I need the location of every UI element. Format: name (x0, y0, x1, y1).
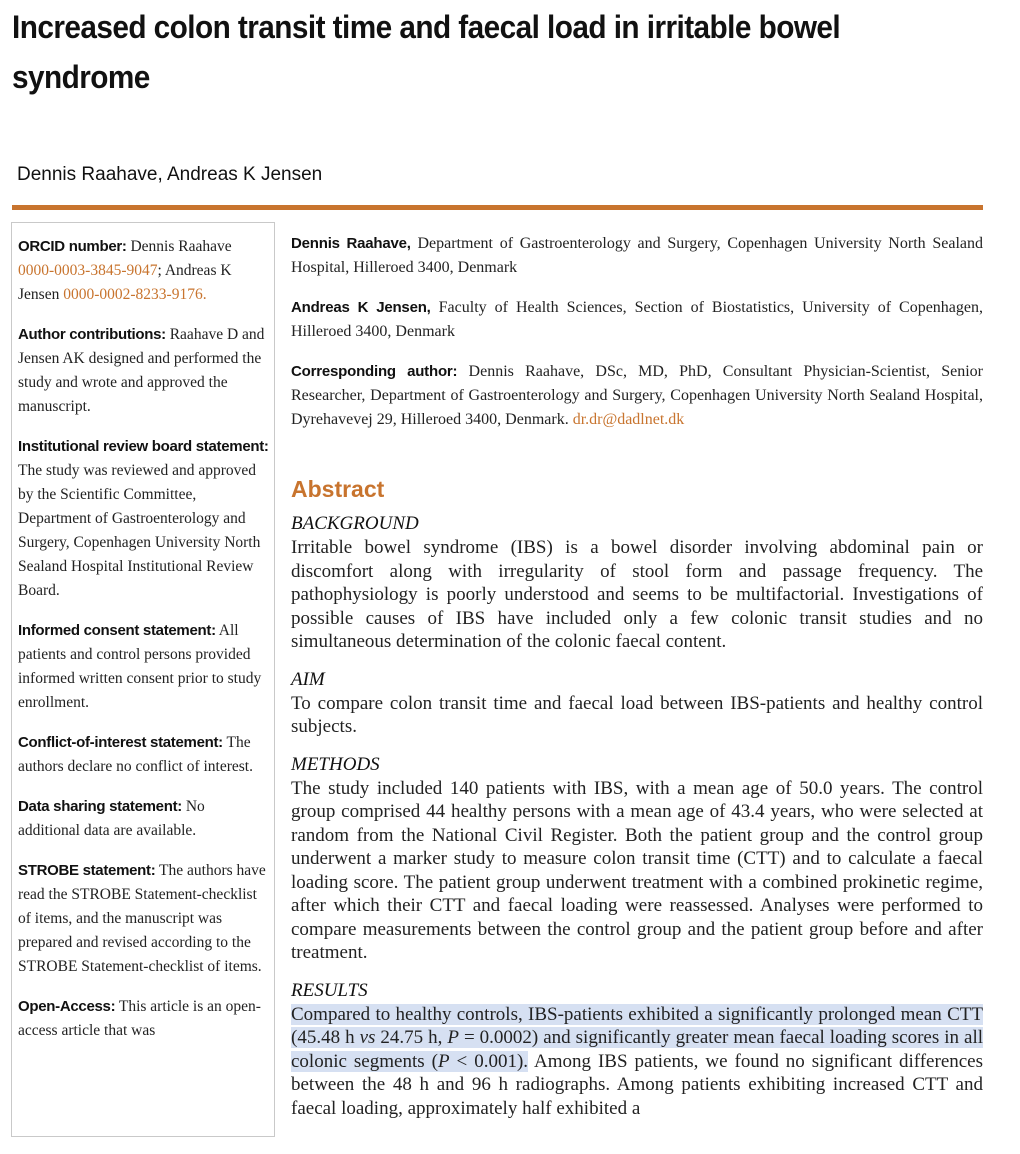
irb-label: Institutional review board statement: (18, 438, 269, 455)
background-section (291, 512, 983, 654)
open-access-block (18, 995, 270, 1043)
consent-block (18, 619, 270, 715)
abstract-heading: Abstract (291, 476, 385, 502)
orcid-block (18, 235, 270, 307)
strobe-block (18, 859, 270, 979)
corresponding-text: Dennis Raahave, DSc, MD, PhD, Consultant Physician-Scientist, Senior Researcher, Department of Gastroenterology and Surgery, Copenhagen University North Sealand Hospital, Dyrehavevej 29, Hilleroed 3400, Denmark. (291, 363, 983, 428)
email-link[interactable]: dr.dr@dadlnet.dk (572, 411, 685, 428)
contributions-text: Raahave D and Jensen AK designed and performed the study and wrote and approved the manuscript. (18, 326, 265, 415)
strobe-label: STROBE statement: (18, 862, 156, 879)
orcid-label: ORCID number: (18, 238, 127, 255)
open-access-label: Open-Access: (18, 998, 116, 1015)
affiliation-raahave (291, 232, 983, 280)
abstract-body (291, 512, 983, 1134)
open-access-text: This article is an open-access article that was (18, 998, 261, 1039)
aim-section (291, 668, 983, 739)
background-text: Irritable bowel syndrome (IBS) is a bowel disorder involving abdominal pain or discomfort along with irregularity of stool form and passage frequency. The pathophysiology is poorly understood and seems to be multifactorial. Investigations of possible causes of IBS have included only a few colonic transit studies and no simultaneous determination of the colonic faecal content. (291, 537, 983, 652)
orcid-link-raahave[interactable]: 0000-0003-3845-9047 (18, 262, 158, 279)
orcid-link-jensen[interactable]: 0000-0002-8233-9176. (63, 286, 207, 303)
data-sharing-text: No additional data are available. (18, 798, 205, 839)
conflict-label: Conflict-of-interest statement: (18, 734, 223, 751)
methods-section (291, 753, 983, 965)
aim-heading: AIM (291, 668, 325, 690)
corresponding-author (291, 360, 983, 432)
highlighted-text[interactable]: Compared to healthy controls, IBS-patients exhibited a significantly prolonged mean CTT (45.48 h vs 24.75 h, P = 0.0002) and significantly greater mean faecal loading scores in all colonic segments (P < 0.001). (291, 1003, 984, 1072)
affiliation-label: Dennis Raahave, (291, 235, 411, 252)
aim-text: To compare colon transit time and faecal load between IBS-patients and healthy control subjects. (291, 692, 983, 737)
author-line: Dennis Raahave, Andreas K Jensen (17, 164, 323, 185)
data-sharing-block (18, 795, 270, 843)
article-title: Increased colon transit time and faecal load in irritable bowel syndrome (12, 9, 841, 95)
sidebar-panel (11, 222, 275, 1137)
results-text (291, 1003, 983, 1121)
affiliations-section (291, 232, 983, 448)
consent-text: All patients and control persons provided informed written consent prior to study enrollment. (18, 622, 262, 711)
consent-label: Informed consent statement: (18, 622, 216, 639)
affiliation-jensen (291, 296, 983, 344)
affiliation-label: Andreas K Jensen, (291, 299, 431, 316)
irb-block (18, 435, 270, 603)
contributions-block (18, 323, 270, 419)
header-divider (12, 205, 983, 210)
results-rest: Among IBS patients, we found no significant differences between the 48 h and 96 h radiographs. Among patients exhibiting increased CTT and faecal loading, approximately half exhibited a (291, 1050, 984, 1119)
orcid-text: Dennis Raahave (126, 238, 232, 255)
data-sharing-label: Data sharing statement: (18, 798, 182, 815)
results-heading: RESULTS (291, 979, 368, 1001)
conflict-block (18, 731, 270, 779)
affiliation-text: Department of Gastroenterology and Surgery, Copenhagen University North Sealand Hospital, Hilleroed 3400, Denmark (291, 235, 983, 276)
orcid-text-2: ; Andreas K Jensen (18, 262, 232, 303)
background-heading: BACKGROUND (291, 513, 419, 534)
methods-text: The study included 140 patients with IBS, with a mean age of 50.0 years. The control group comprised 44 healthy persons with a mean age of 43.4 years, who were selected at random from the National Civil Register. Both the patient group and the control group underwent a marker study to measure colon transit time (CTT) and to calculate a faecal loading score. The patient group underwent treatment with a combined prokinetic regime, after which their CTT and faecal loading were reassessed. Analyses were performed to compare measurements between the control group and the patient group before and after treatment. (291, 777, 983, 963)
results-section (291, 979, 983, 1121)
methods-heading: METHODS (291, 753, 380, 775)
conflict-text: The authors declare no conflict of interest. (18, 734, 253, 775)
affiliation-text: Faculty of Health Sciences, Section of Biostatistics, University of Copenhagen, Hilleroed 3400, Denmark (291, 299, 983, 340)
irb-text: The study was reviewed and approved by the Scientific Committee, Department of Gastroenterology and Surgery, Copenhagen University North Sealand Hospital Institutional Review Board. (18, 462, 261, 599)
strobe-text: The authors have read the STROBE Statement-checklist of items, and the manuscript was prepared and revised according to the STROBE Statement-checklist of items. (18, 862, 266, 975)
corresponding-label: Corresponding author: (291, 363, 458, 380)
contributions-label: Author contributions: (18, 326, 166, 343)
